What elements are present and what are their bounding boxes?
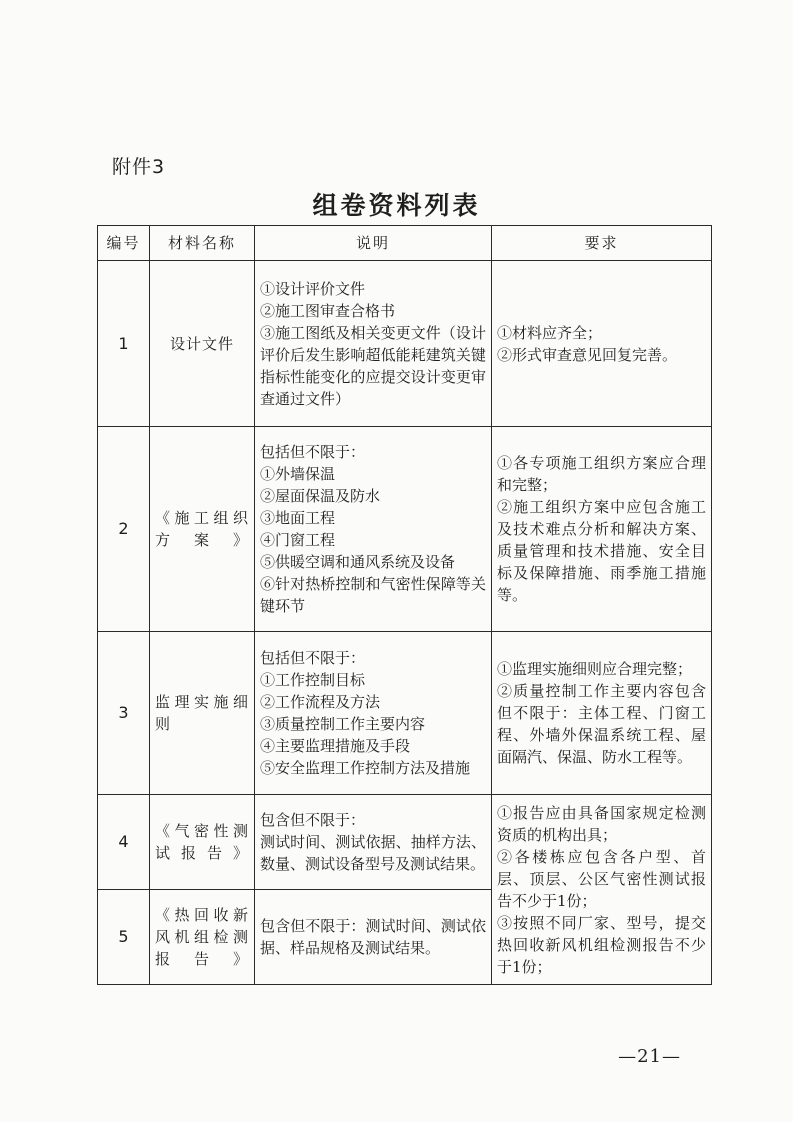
material-name: 设计文件	[150, 261, 255, 427]
table-row	[98, 795, 712, 890]
material-description	[255, 890, 492, 985]
table-row	[98, 261, 712, 427]
row-number: 1	[98, 261, 150, 427]
row-number: 3	[98, 632, 150, 795]
desc-line: ④主要监理措施及手段	[260, 737, 411, 755]
material-requirement	[492, 427, 712, 632]
header-desc: 说明	[255, 226, 492, 261]
desc-line: ⑤供暖空调和通风系统及设备	[260, 553, 456, 571]
desc-line: ③地面工程	[260, 509, 336, 527]
material-description	[255, 632, 492, 795]
material-name: 监理实施细则	[150, 632, 255, 795]
page-title: 组卷资料列表	[312, 191, 481, 220]
material-name: 《气密性测试报告》	[150, 795, 255, 890]
material-requirement	[492, 795, 712, 985]
desc-line: ④门窗工程	[260, 531, 336, 549]
desc-line: 测试时间、测试依据、抽样方法、数量、测试设备型号及测试结果。	[260, 833, 486, 873]
header-no: 编号	[98, 226, 150, 261]
req-line: ②施工组织方案中应包含施工及技术难点分析和解决方案、质量管理和技术措施、安全目标及保障措施、雨季施工措施等。	[497, 498, 706, 604]
page-number: —21—	[618, 1046, 681, 1067]
table-header-row	[98, 226, 712, 261]
desc-line: ①设计评价文件	[260, 279, 366, 298]
material-name: 《施工组织方案》	[150, 427, 255, 632]
header-name: 材料名称	[150, 226, 255, 261]
material-name: 《热回收新风机组检测报告》	[150, 890, 255, 985]
desc-line: ①外墙保温	[260, 465, 336, 483]
req-line: ②质量控制工作主要内容包含但不限于：主体工程、门窗工程、外墙外保温系统工程、屋面隔汽、保温、防水工程等。	[497, 682, 706, 766]
req-line: ①监理实施细则应合理完整；	[497, 660, 693, 678]
desc-line: 包含但不限于：	[260, 811, 366, 829]
req-line: ①报告应由具备国家规定检测资质的机构出具；	[497, 803, 706, 844]
desc-line: ③施工图纸及相关变更文件（设计评价后发生影响超低能耗建筑关键指标性能变化的应提交设计变更审查通过文件）	[260, 323, 486, 408]
materials-table	[97, 225, 712, 985]
material-requirement	[492, 261, 712, 427]
desc-line: ②施工图审查合格书	[260, 301, 396, 320]
req-line: ①各专项施工组织方案应合理和完整；	[497, 454, 706, 494]
req-line: ②形式审查意见回复完善。	[497, 345, 678, 364]
table-row	[98, 427, 712, 632]
req-line: ②各楼栋应包含各户型、首层、顶层、公区气密性测试报告不少于1份；	[497, 847, 706, 910]
material-description	[255, 795, 492, 890]
desc-line: ②屋面保温及防水	[260, 487, 381, 505]
desc-line: 包括但不限于：	[260, 649, 366, 667]
desc-line: ②工作流程及方法	[260, 693, 381, 711]
req-line: ③按照不同厂家、型号，提交热回收新风机组检测报告不少于1份；	[497, 913, 706, 976]
annex-label: 附件3	[112, 156, 166, 178]
desc-line: ③质量控制工作主要内容	[260, 715, 426, 733]
desc-line: ⑥针对热桥控制和气密性保障等关键环节	[260, 575, 486, 615]
material-requirement	[492, 632, 712, 795]
desc-line: 包括但不限于：	[260, 443, 366, 461]
row-number: 4	[98, 795, 150, 890]
material-description	[255, 261, 492, 427]
desc-line: 包含但不限于：测试时间、测试依据、样品规格及测试结果。	[260, 917, 486, 957]
row-number: 2	[98, 427, 150, 632]
row-number: 5	[98, 890, 150, 985]
desc-line: ①工作控制目标	[260, 671, 366, 689]
req-line: ①材料应齐全；	[497, 323, 603, 342]
header-req: 要求	[492, 226, 712, 261]
table-row	[98, 632, 712, 795]
desc-line: ⑤安全监理工作控制方法及措施	[260, 759, 471, 777]
material-description	[255, 427, 492, 632]
